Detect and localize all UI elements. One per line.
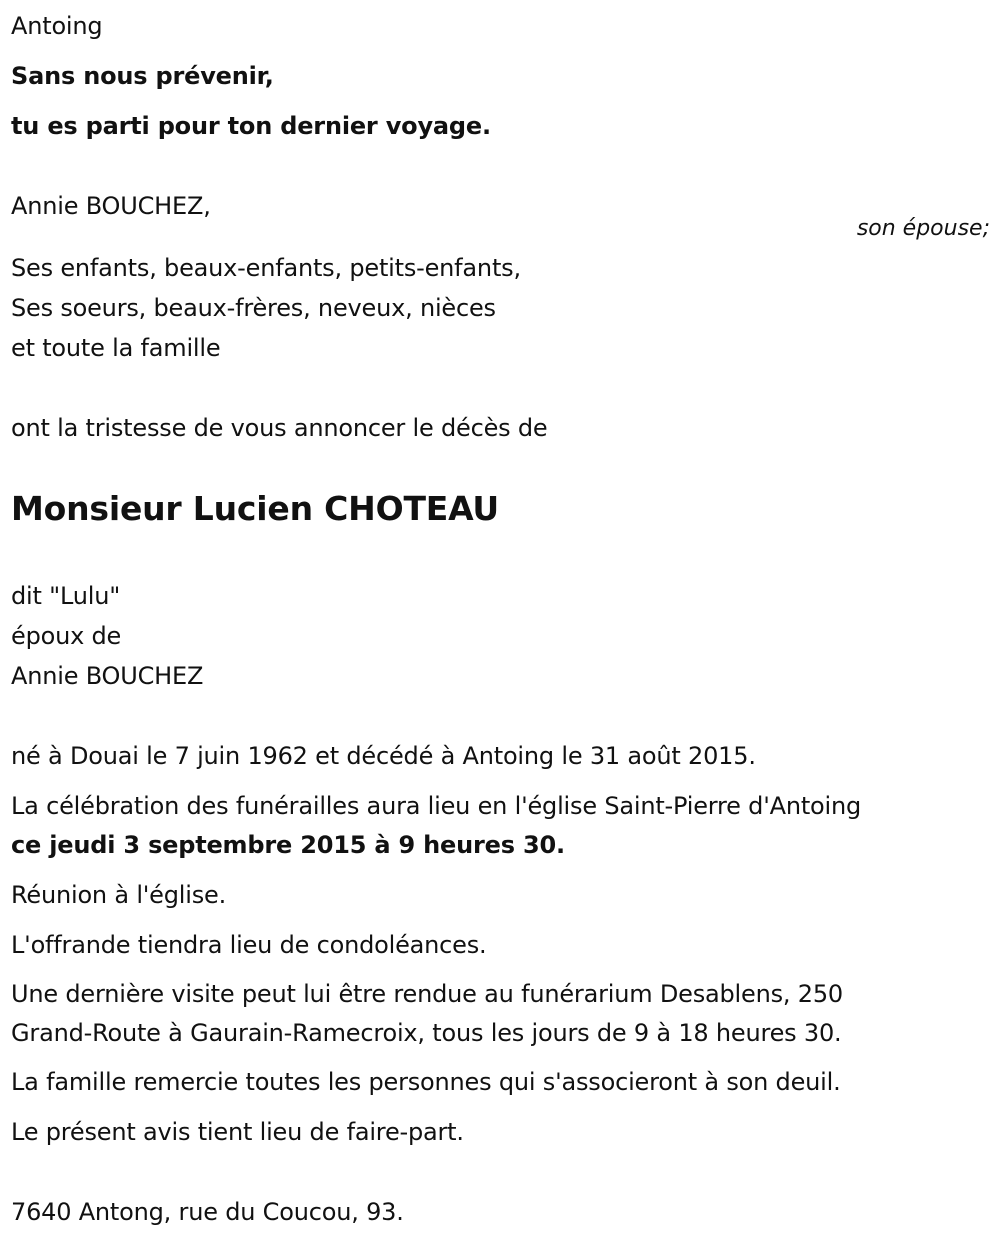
verse-line: Sans nous prévenir, [11, 62, 274, 90]
thanks: La famille remercie toutes les personnes qui s'associeront à son deuil. [11, 1068, 841, 1096]
family-line: Ses enfants, beaux-enfants, petits-enfants, [11, 254, 521, 282]
visit-line: Grand-Route à Gaurain-Ramecroix, tous les jours de 9 à 18 heures 30. [11, 1019, 842, 1047]
family-line: Ses soeurs, beaux-frères, neveux, nièces [11, 294, 496, 322]
deceased-detail: Annie BOUCHEZ [11, 662, 204, 690]
deceased-name: Monsieur Lucien CHOTEAU [11, 489, 500, 528]
visit-line: Une dernière visite peut lui être rendue au funérarium Desablens, 250 [11, 980, 843, 1008]
verse-line: tu es parti pour ton dernier voyage. [11, 112, 491, 140]
deceased-detail: époux de [11, 622, 122, 650]
meeting: Réunion à l'église. [11, 881, 227, 909]
spouse-role: son épouse; [856, 216, 990, 241]
ceremony: La célébration des funérailles aura lieu en l'église Saint-Pierre d'Antoing [11, 792, 862, 820]
deceased-detail: dit "Lulu" [11, 582, 121, 610]
address: 7640 Antong, rue du Coucou, 93. [11, 1198, 404, 1226]
family-line: et toute la famille [11, 334, 221, 362]
ceremony-time: ce jeudi 3 septembre 2015 à 9 heures 30. [11, 831, 565, 859]
announcement: ont la tristesse de vous annoncer le décès de [11, 414, 548, 442]
place: Antoing [11, 12, 103, 40]
notice: Le présent avis tient lieu de faire-part. [11, 1118, 464, 1146]
spouse-name: Annie BOUCHEZ, [11, 192, 211, 220]
dates: né à Douai le 7 juin 1962 et décédé à Antoing le 31 août 2015. [11, 742, 756, 770]
offering: L'offrande tiendra lieu de condoléances. [11, 931, 487, 959]
